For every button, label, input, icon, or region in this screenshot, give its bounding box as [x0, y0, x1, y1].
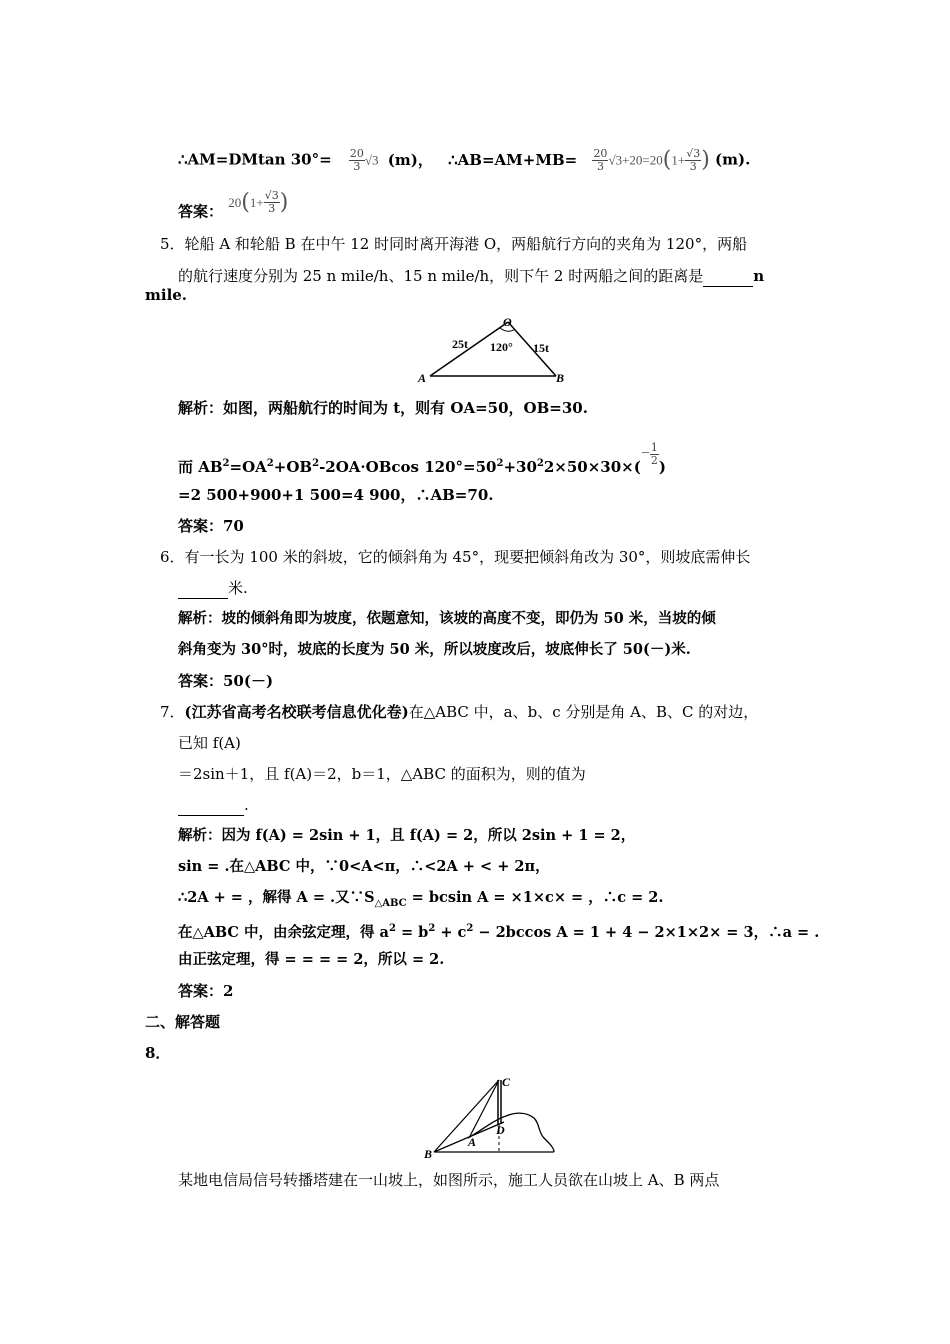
label-O: O — [503, 315, 512, 329]
answer-blank — [178, 795, 244, 816]
sol6-line2: 斜角变为 30°时，坡底的长度为 50 米，所以坡度改后，坡底伸长了 50(－)米. — [178, 641, 691, 658]
q7-line3: ＝2sin＋1，且 f(A)＝2，b＝1，△ABC 的面积为，则的值为 — [178, 765, 586, 783]
tower-figure-q8 — [420, 1072, 560, 1162]
sol7-line5: 由正弦定理，得 = = = = 2，所以 = 2. — [178, 951, 445, 968]
label-25t: 25t — [452, 337, 468, 351]
label-A: A — [468, 1135, 477, 1149]
q8-number: 8． — [145, 1044, 171, 1062]
fraction-20-3-b: $\frac{20}{3}$ — [593, 147, 608, 173]
label-C: C — [502, 1075, 511, 1089]
sol7-line2: sin = .在△ABC 中，∵0<A<π，∴<2A + < + 2π， — [178, 858, 550, 875]
label-120: 120° — [490, 340, 513, 354]
am-line: ∴AM=DMtan 30°= $\frac{20}{3}$ √3 (m)， ∴AB=AM+MB= $\frac{20}{3}$ √3+20=20(1+ $\frac{√3}{3}$ ) (m). — [178, 147, 751, 173]
label-15t: 15t — [533, 341, 549, 355]
q8-text: 某地电信局信号转播塔建在一山坡上，如图所示，施工人员欲在山坡上 A、B 两点 — [178, 1171, 720, 1189]
section-heading: 二、解答题 — [145, 1013, 221, 1031]
sol5-line2: 而 $AB^2=OA^2+OB^2-2OA\cdot OBcos$ $120^\circ=50^2+30^22\times 50\times 30\times(-$ $\frac{1}{2}$ ) — [178, 440, 666, 476]
answer-6: 答案：50(－) — [178, 672, 274, 690]
q7-line1: 7．(江苏省高考名校联考信息优化卷)在△ABC 中，a、b、c 分别是角 A、B、C 的对边， — [160, 703, 759, 721]
sol7-line4: 在△ABC 中，由余弦定理，得 $a^2 = b^2 + c^2 - 2bccos$ A = 1 + 4 − 2×1×2× = 3，∴a = . — [178, 923, 820, 941]
answer-5: 答案：70 — [178, 517, 244, 535]
label-B: B — [424, 1147, 433, 1161]
q5-line2: 的航行速度分别为 25 n mile/h、15 n mile/h，则下午 2 时两船之间的距离是 n — [178, 267, 765, 285]
q6-line2: 米. — [178, 578, 248, 599]
q5-line3: mile. — [145, 286, 188, 304]
q7-line4: . — [178, 795, 249, 816]
fraction-20-3: $\frac{20}{3}$ — [349, 147, 364, 173]
answer-blank — [178, 578, 228, 599]
answer-7: 答案：2 — [178, 982, 234, 1000]
sol6-line1: 解析：坡的倾斜角即为坡度，依题意知，该坡的高度不变，即仍为 50 米，当坡的倾 — [178, 610, 716, 627]
sol7-line1: 解析：因为 f(A) = 2sin + 1，且 f(A) = 2，所以 2sin + 1 = 2， — [178, 827, 636, 844]
answer-blank — [703, 266, 753, 287]
label-B: B — [556, 371, 565, 385]
answer-4: 答案： 20(1+ $\frac{√3}{3}$ ) — [178, 189, 289, 221]
label-A: A — [418, 371, 427, 385]
sol5-line1: 解析：如图，两船航行的时间为 t，则有 OA=50，OB=30. — [178, 399, 588, 417]
sol5-line3: =2 500+900+1 500=4 900，∴AB=70. — [178, 486, 494, 504]
label-D: D — [496, 1123, 505, 1137]
triangle-figure-q5 — [410, 312, 580, 387]
sol7-line3: ∴2A + = ，解得 A = .又$\because S_{\triangle ABC} = bcsin$ A = ×1×c× = ，∴c = 2. — [178, 889, 664, 909]
q6-line1: 6．有一长为 100 米的斜坡，它的倾斜角为 45°，现要把倾斜角改为 30°，则坡底需伸长 — [160, 548, 751, 566]
q5-line1: 5．轮船 A 和轮船 B 在中午 12 时同时离开海港 O，两船航行方向的夹角为 120°，两船 — [160, 235, 748, 253]
q7-line2: 已知 f(A) — [178, 734, 241, 752]
